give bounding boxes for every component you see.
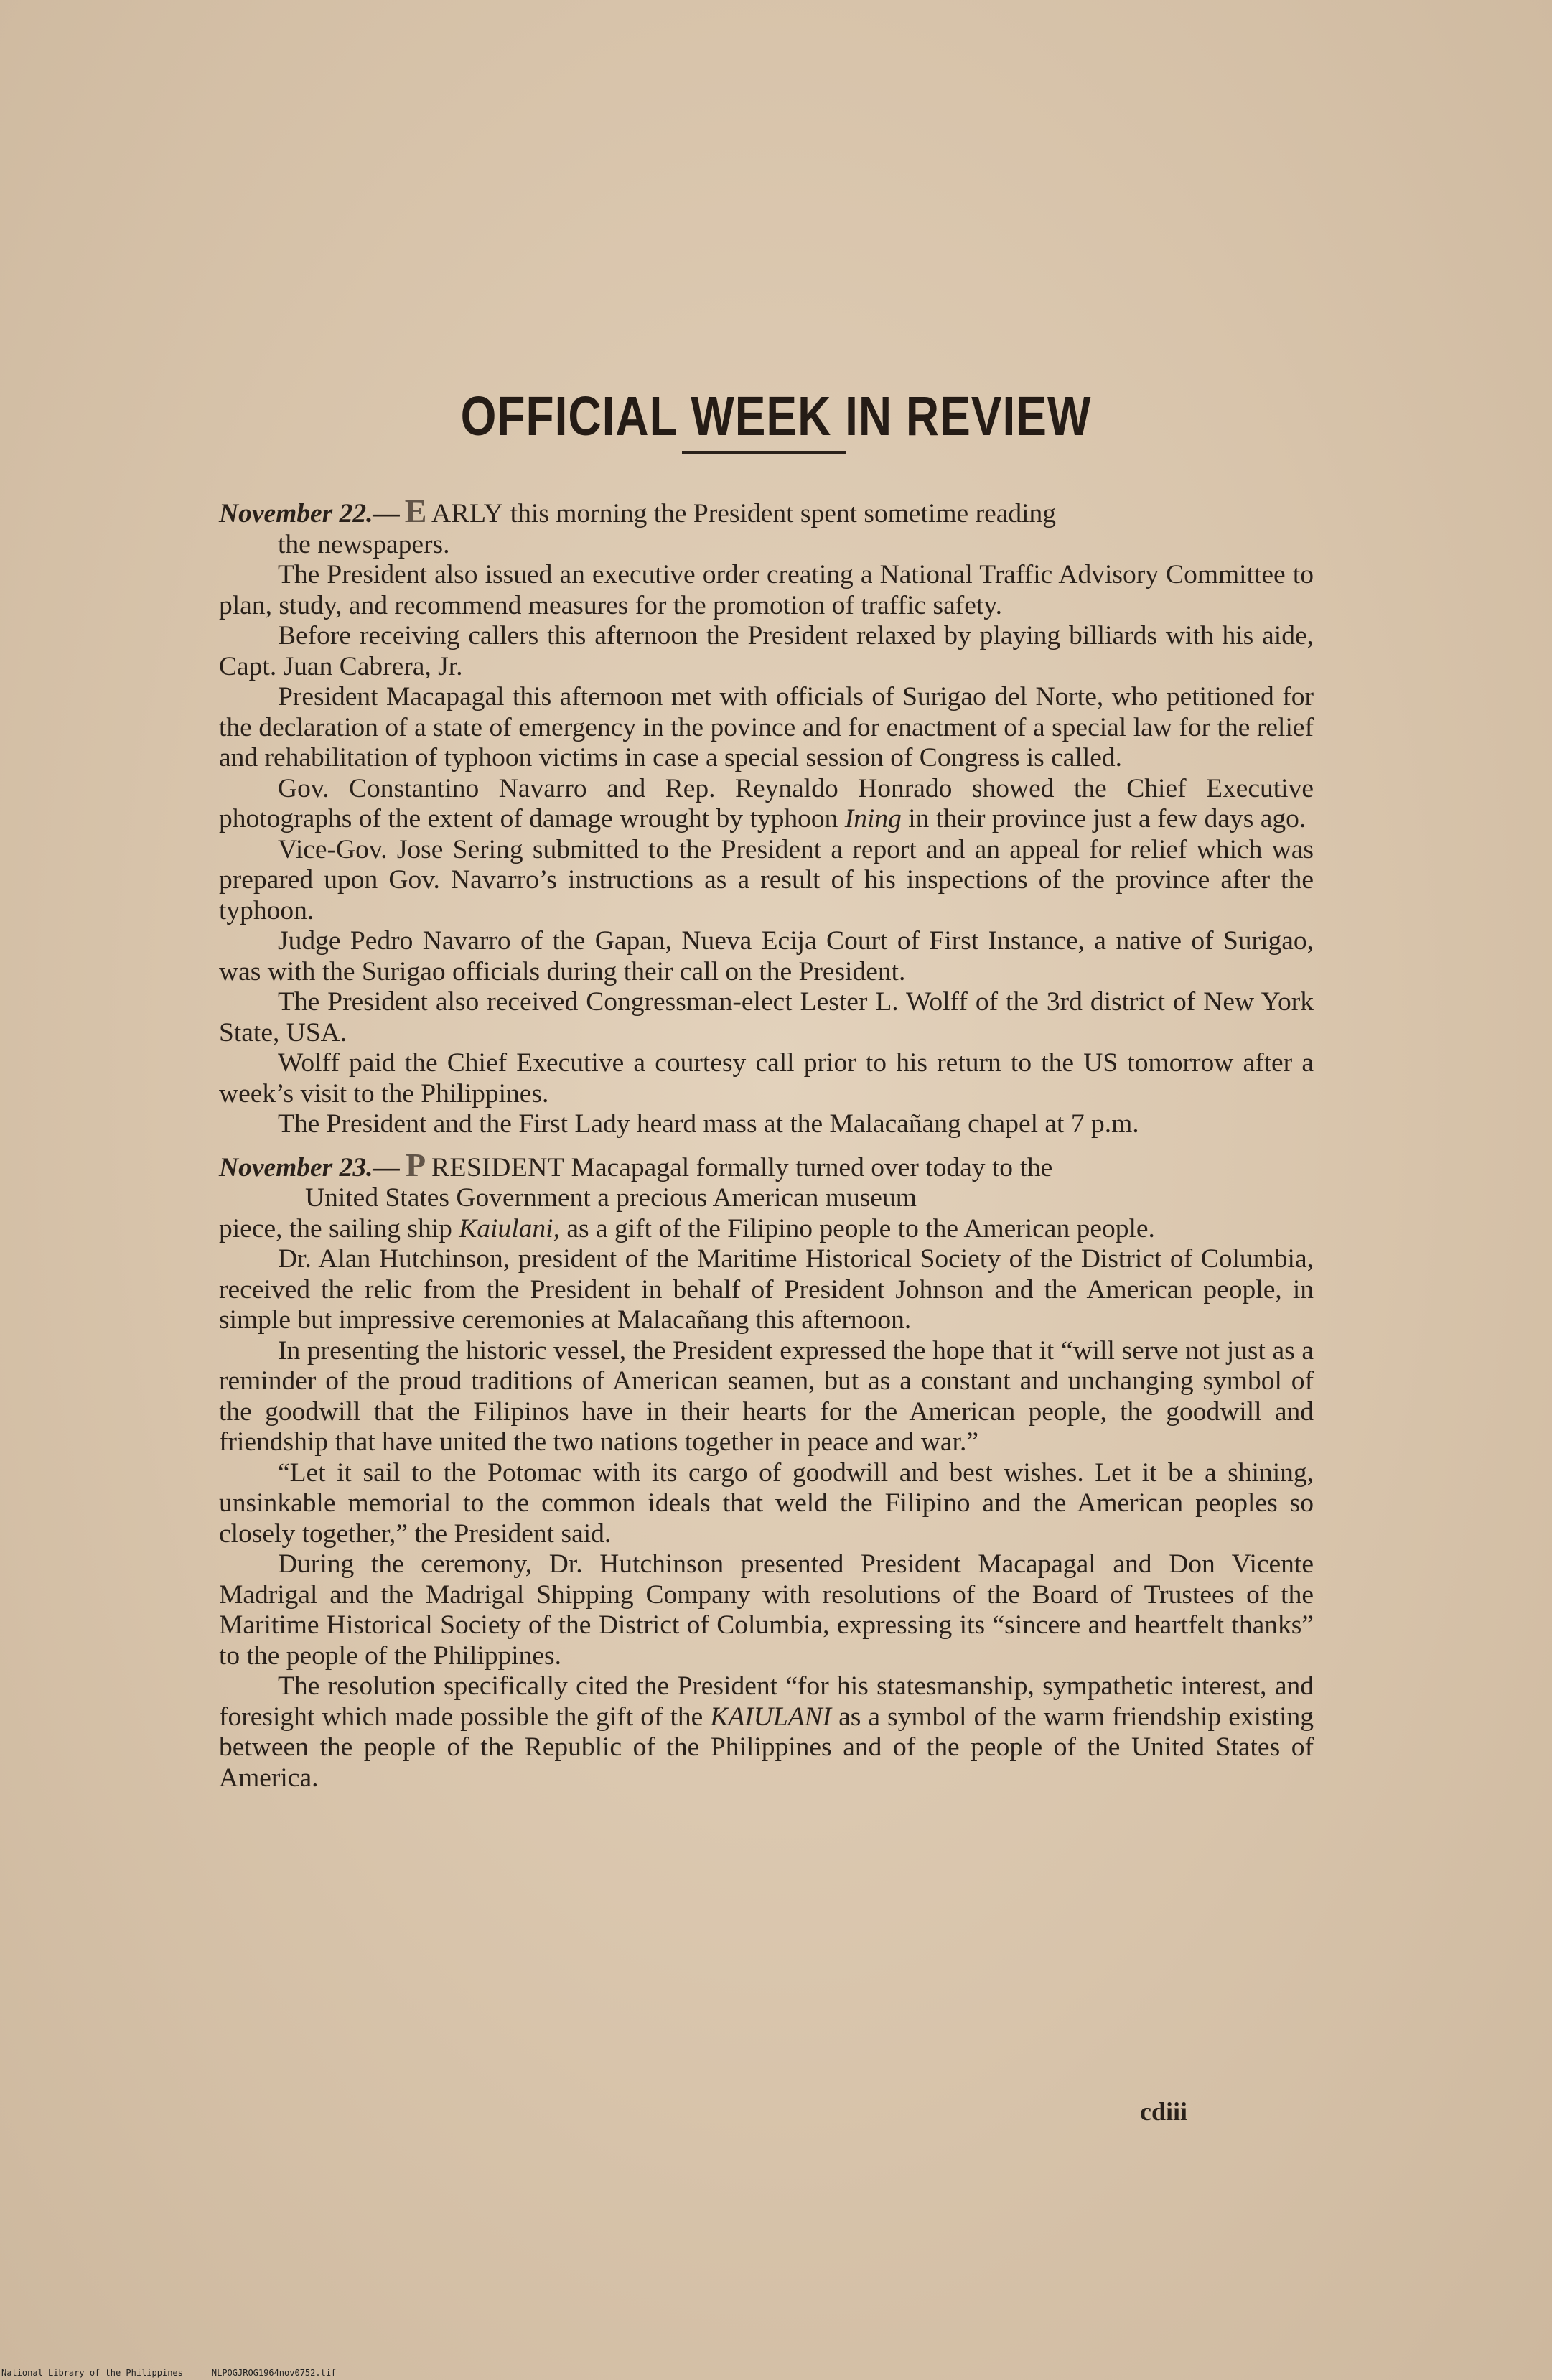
lead-word: ARLY: [431, 499, 504, 528]
paragraph: The President also issued an executive order creating a National Traffic Advisory Committee to plan, study, and recommend measures for the promotion of traffic safety.: [219, 560, 1314, 620]
entry-november-23: [219, 1146, 1314, 1794]
footer-library: National Library of the Philippines: [1, 2368, 183, 2378]
gov-text-after: in their province just a few days ago.: [901, 804, 1306, 834]
page-title: OFFICIAL WEEK IN REVIEW: [460, 385, 1092, 447]
lead-line: this morning the President spent sometime reading: [503, 499, 1057, 528]
paragraph: Before receiving callers this afternoon the President relaxed by playing billiards with his aide, Capt. Juan Cabrera, Jr.: [219, 621, 1314, 681]
typhoon-name: Ining: [844, 804, 902, 834]
paragraph: In presenting the historic vessel, the President expressed the hope that it “will serve not just as a reminder of the proud traditions of American seamen, but as a constant and unchanging symbol of the goodwill that the Filipinos have in their hearts for the American people, the goodwill and friendship that have united the two nations together in peace and war.”: [219, 1335, 1314, 1457]
lead-continuation: the newspapers.: [278, 529, 450, 559]
article-body: [219, 493, 1314, 1793]
entry-date: November 22.—: [219, 499, 401, 528]
drop-cap: P: [405, 1146, 426, 1183]
paragraph: The President also received Congressman-elect Lester L. Wolff of the 3rd district of New York State, USA.: [219, 987, 1314, 1047]
lead-rest-after: as a gift of the Filipino people to the American people.: [559, 1213, 1155, 1243]
ship-name-caps: KAIULANI: [710, 1702, 832, 1732]
paragraph: Wolff paid the Chief Executive a courtesy call prior to his return to the US tomorrow after a week’s visit to the Philippines.: [219, 1048, 1314, 1109]
scan-footer: [1, 2368, 336, 2378]
lead-continuation: United States Government a precious American museum: [305, 1183, 917, 1213]
paragraph: Vice-Gov. Jose Sering submitted to the President a report and an appeal for relief which was prepared upon Gov. Navarro’s instructions as a result of his inspections of the province after the typhoon.: [219, 834, 1314, 925]
ship-name: Kaiulani,: [459, 1213, 560, 1243]
lead-line: Macapagal formally turned over today to the: [564, 1152, 1053, 1182]
paragraph: The President and the First Lady heard mass at the Malacañang chapel at 7 p.m.: [278, 1109, 1139, 1139]
paragraph: Judge Pedro Navarro of the Gapan, Nueva Ecija Court of First Instance, a native of Surigao, was with the Surigao officials during their call on the President.: [219, 926, 1314, 986]
paragraph: During the ceremony, Dr. Hutchinson presented President Macapagal and Don Vicente Madrigal and the Madrigal Shipping Company with resolutions of the Board of Trustees of the Maritime Historical Society of the District of Columbia, expressing its “sincere and heartfelt thanks” to the people of the Philippines.: [219, 1549, 1314, 1671]
paragraph: “Let it sail to the Potomac with its cargo of goodwill and best wishes. Let it be a shining, unsinkable memorial to the common ideals that weld the Filipino and the American peoples so closely together,” the President said.: [219, 1457, 1314, 1549]
lead-rest-before: piece, the sailing ship: [219, 1213, 459, 1243]
gov-text-before: Gov. Constantino Navarro and Rep. Reynaldo Honrado showed the Chief Executive photographs of the extent of damage wrought by typhoon: [219, 773, 1314, 834]
resolution-text-before: The resolution specifically cited the President “for his statesmanship, sympathetic interest, and foresight which made possible the gift of the: [219, 1671, 1314, 1732]
entry-date: November 23.—: [219, 1152, 401, 1182]
paragraph-governor: [219, 774, 1314, 835]
lead-word: RESIDENT: [431, 1152, 565, 1182]
paragraph-resolution: [219, 1671, 1314, 1793]
page-number: cdiii: [1140, 2097, 1188, 2126]
resolution-text-after: as a symbol of the warm friendship existing between the people of the Republic of the Philippines and of the people of the United States of America.: [219, 1702, 1314, 1793]
entry-november-22: [219, 493, 1314, 1140]
paragraph: Dr. Alan Hutchinson, president of the Maritime Historical Society of the District of Columbia, received the relic from the President in behalf of President Johnson and the American people, in simple but impressive ceremonies at Malacañang this afternoon.: [219, 1244, 1314, 1335]
footer-file: NLPOGJROG1964nov0752.tif: [211, 2368, 337, 2378]
paragraph: President Macapagal this afternoon met with officials of Surigao del Norte, who petitioned for the declaration of a state of emergency in the povince and for enactment of a special law for the relief and rehabilitation of typhoon victims in case a special session of Congress is called.: [219, 682, 1314, 773]
entry-gap: [219, 1140, 1314, 1153]
entry-lead-paragraph: [219, 1146, 1314, 1245]
title-rule: [682, 451, 846, 454]
entry-lead-paragraph: [219, 493, 1314, 560]
drop-cap: E: [404, 493, 427, 529]
